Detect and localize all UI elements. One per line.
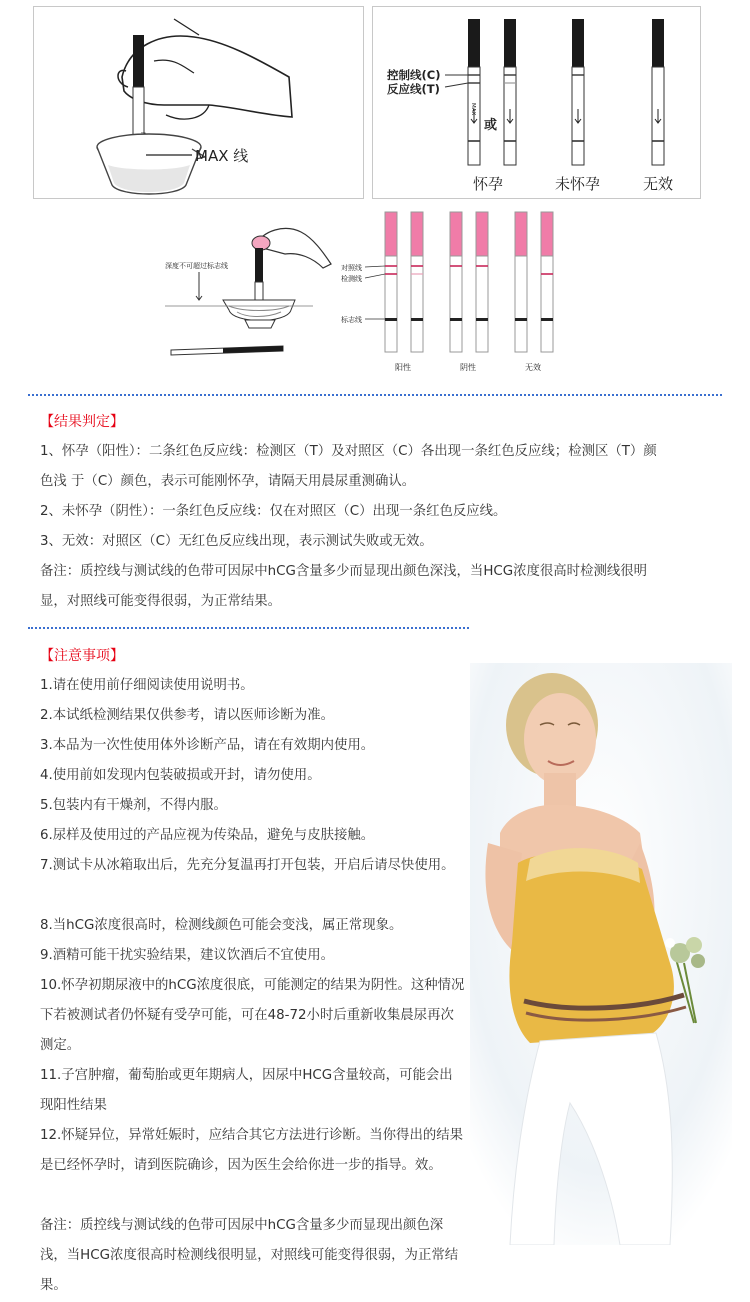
not-pregnant-label: 未怀孕 (555, 175, 601, 193)
note-item-3: 3.本品为一次性使用体外诊断产品，请在有效期内使用。 (40, 738, 375, 753)
dip-instruction-image (33, 6, 364, 199)
test-line-label: 检测线 (341, 275, 362, 283)
note-item-11: 11.子宫肿瘤，葡萄胎或更年期病人，因尿中HCG含量较高，可能会出现阳性结果 (40, 1068, 453, 1113)
pregnant-woman-photo (470, 663, 732, 1245)
result-note-line-1: 备注：质控线与测试线的色带可因尿中hCG含量多少而显现出颜色深浅，当HCG浓度很高时检测线很明 (40, 564, 648, 579)
note-item-2: 2.本试纸检测结果仅供参考，请以医师诊断为准。 (40, 708, 334, 723)
pregnant-woman-illustration (470, 663, 732, 1245)
note-item-9: 9.酒精可能干扰实验结果，建议饮酒后不宜使用。 (40, 948, 334, 963)
result-strips-illustration (373, 7, 700, 198)
notes-remark: 备注：质控线与测试线的色带可因尿中hCG含量多少而显现出颜色深浅，当HCG浓度很高时检测线很明显，对照线可能变得很弱，为正常结果。 (40, 1218, 459, 1293)
depth-label: 深度不可超过标志线 (165, 262, 228, 270)
section-divider (28, 394, 722, 396)
result-note-line-2: 显，对照线可能变得很弱，为正常结果。 (40, 594, 282, 609)
note-item-4: 4.使用前如发现内包装破损或开封，请勿使用。 (40, 768, 321, 783)
invalid-label: 无效 (525, 363, 541, 372)
control-line-label: 对照线 (341, 264, 362, 272)
pregnant-label: 怀孕 (473, 175, 504, 193)
marker-line-label: 标志线 (341, 316, 362, 324)
note-item-12: 12.怀疑异位，异常妊娠时，应结合其它方法进行诊断。当你得出的结果是已经怀孕时，请到医院确诊，因为医生会给你进一步的指导。效。 (40, 1128, 464, 1173)
control-line-label: 控制线(C) (387, 68, 441, 82)
diagram-strips (385, 212, 553, 352)
positive-label: 阳性 (395, 363, 411, 372)
result-section-title: 【结果判定】 (40, 414, 124, 430)
negative-label: 阴性 (460, 363, 476, 372)
invalid-label: 无效 (643, 175, 674, 193)
result-item-1-line-1: 1、怀孕（阳性）：二条红色反应线：检测区（T）及对照区（C）各出现一条红色反应线；检测区（T）颜 (40, 444, 657, 459)
section-divider (28, 627, 469, 629)
test-line-label: 反应线(T) (387, 82, 440, 96)
note-item-6: 6.尿样及使用过的产品应视为传染品，避免与皮肤接触。 (40, 828, 375, 843)
result-item-3: 3、无效：对照区（C）无红色反应线出现，表示测试失败或无效。 (40, 534, 433, 549)
note-item-10: 10.怀孕初期尿液中的hCG浓度很底，可能测定的结果为阴性。这种情况下若被测试者仍怀疑有受孕可能，可在48-72小时后重新收集晨尿再次测定。 (40, 978, 465, 1053)
result-strips-image (372, 6, 701, 199)
note-item-1: 1.请在使用前仔细阅读使用说明书。 (40, 678, 254, 693)
strip-max-text: MAX (470, 103, 476, 116)
notes-section-title: 【注意事项】 (40, 648, 124, 664)
note-item-5: 5.包装内有干燥剂，不得内服。 (40, 798, 227, 813)
result-item-2: 2、未怀孕（阴性）：一条红色反应线：仅在对照区（C）出现一条红色反应线。 (40, 504, 507, 519)
dip-illustration (34, 7, 363, 198)
or-label: 或 (484, 118, 498, 133)
test-diagram-illustration (163, 208, 558, 378)
note-item-8: 8.当hCG浓度很高时，检测线颜色可能会变浅，属正常现象。 (40, 918, 403, 933)
note-item-7: 7.测试卡从冰箱取出后，先充分复温再打开包装，开启后请尽快使用。 (40, 858, 455, 873)
test-diagram-image (163, 208, 558, 378)
result-item-1-line-2: 色浅 于（C）颜色，表示可能刚怀孕，请隔天用晨尿重测确认。 (40, 474, 416, 489)
max-line-label: MAX 线 (195, 147, 249, 165)
